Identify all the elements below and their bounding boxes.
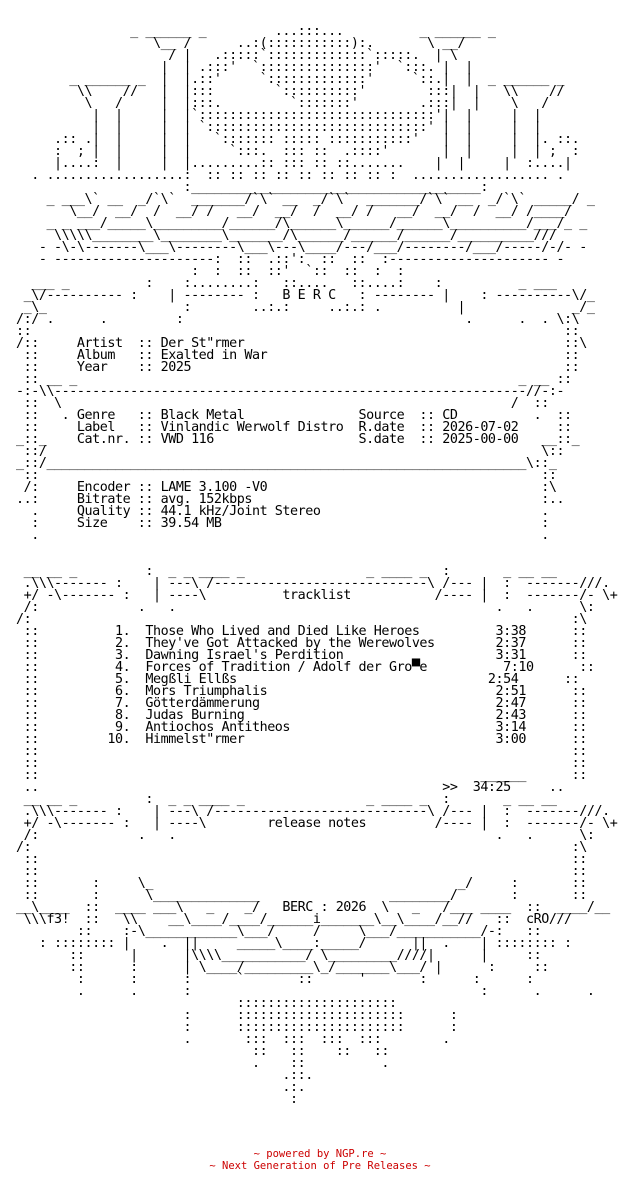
nfo-line: -:-\\--------------------------------------------------------------//-:- xyxy=(16,384,565,399)
nfo-line: /:/ . . : . . . \:\ xyxy=(16,312,580,327)
nfo-line: :______________________________________: xyxy=(16,180,488,195)
nfo-line: . Quality :: 44.1 kHz/Joint Stereo . xyxy=(16,504,549,519)
nfo-line: /:: Artist :: Der St"rmer ::\ xyxy=(16,336,587,351)
nfo-line: - -\-\-------\___\--------\___\---\____/---/___/--------/___/-----/-/- - xyxy=(16,240,587,255)
nfo-line: \ / | |:::. `:::::::' .:::| | \ / xyxy=(16,96,549,111)
nfo-line: : : : ` :: ' : : : xyxy=(16,972,534,987)
nfo-line: :: :: xyxy=(16,324,580,339)
ngp-tagline: ~ Next Generation of Pre Releases ~ xyxy=(209,1160,431,1172)
nfo-line: .\\\------- : | ---\ /----------------------------\ /--- | : -------///. xyxy=(16,804,610,819)
nfo-line: :: 5. Megßli Ellßs 2:54 :: xyxy=(16,672,580,687)
nfo-line: _\_ : ..:.: ..:.: . | _/_ xyxy=(16,300,595,315)
nfo-line: ..: Bitrate :: avg. 152kbps :.. xyxy=(16,492,565,507)
nfo-line: : :::::::::::::::::::::: : xyxy=(16,1008,458,1023)
nfo-line: . :: . xyxy=(16,1056,389,1071)
nfo-line xyxy=(16,542,617,554)
nfo-line: ___ _ : :........: ::.... ::....: : _ ___ xyxy=(16,276,557,291)
nfo-line: / | .:::::`:::::::::::::`:::::. | \ xyxy=(16,48,458,63)
nfo-line: :: 8. Judas Burning 2:43 :: xyxy=(16,708,587,723)
nfo-line: :: :: xyxy=(16,744,587,759)
nfo-line: :: ______ :: xyxy=(16,768,587,783)
nfo-line: : Size :: 39.54 MB : xyxy=(16,516,549,531)
nfo-line: : :::::::: | . || _____\____:_____/ || . | :::::::: : xyxy=(16,936,572,951)
nfo-line: ::/ \:: xyxy=(16,444,565,459)
nfo-line: __\____ :: ____ ___\ _ _/ BERC : 2026 \ _ /___ ____ :: ____/__ xyxy=(16,900,610,915)
nfo-line: :: 6. Mors Triumphalis 2:51 :: xyxy=(16,684,587,699)
nfo-line: :: \ / :: xyxy=(16,396,549,411)
nfo-line: :: : \______________ ________/ : :: xyxy=(16,888,587,903)
nfo-line: :: . Genre :: Black Metal Source :: CD . :: xyxy=(16,408,572,423)
nfo-line: _::/_______________________________________________________________\::_ xyxy=(16,456,557,471)
nfo-line: _\/---------- : | -------- : B E R C : -------- | : ----------\/_ xyxy=(16,288,595,303)
nfo-line: | | | | `:::::::::::::::::::::::::::::' | | | | xyxy=(16,120,542,135)
nfo-line: :: :-\____________\___/ / \___/___________/-: :: xyxy=(16,924,542,939)
nfo-line: \\\\\________\________\_______/\______/______/______/__________/// xyxy=(16,228,557,243)
nfo-ascii-art xyxy=(16,26,617,1106)
nfo-line: _ ______ _ ...:::... _ ______ _ xyxy=(16,24,496,39)
nfo-line: :: 9. Antiochos Antitheos 3:14 :: xyxy=(16,720,587,735)
nfo-line: .\\\------- : | ---\ /----------------------------\ /--- | : -------///. xyxy=(16,576,610,591)
nfo-line: :: :: :: :: xyxy=(16,1044,389,1059)
nfo-line: .:: .| | | | `::::::: ::::: :::::::::::' | | | |. ::. xyxy=(16,132,580,147)
nfo-line: . ..................: :: :: :: :: :: :: :: :: : .................. . xyxy=(16,168,565,183)
nfo-line: \__/ __/ / __/ / __/ __/ / __/ / __/ __/ / __/ /____/ xyxy=(16,204,572,219)
nfo-line: /: :\ xyxy=(16,840,587,855)
nfo-line: . . : : . . xyxy=(16,984,595,999)
footer xyxy=(0,1148,640,1172)
nfo-line: _::_ Cat.nr. :: VWD 116 S.date :: 2025-00-00 __::_ xyxy=(16,432,580,447)
nfo-line: __ __ _ : _ _ ____ _ _ ____ _ : _ __ __ xyxy=(16,564,557,579)
nfo-line: /: . . . . \: xyxy=(16,600,595,615)
nfo-line: \\\f3! :: \\ __\____/____/______i_______\__\____/__// :: cRO/// xyxy=(16,912,572,927)
nfo-line: :: | |\\\\___________/ \_________////| | :: xyxy=(16,948,542,963)
nfo-line: :: 3. Dawning Israel's Perdition 3:31 :: xyxy=(16,648,587,663)
nfo-line: : xyxy=(16,1092,298,1107)
nfo-line: :: :: xyxy=(16,852,587,867)
nfo-line: :: Label :: Vinlandic Werwolf Distro R.date :: 2026-07-02 :: xyxy=(16,420,572,435)
nfo-line: \__ / ..:(:::::::::::):. \ __/ xyxy=(16,36,466,51)
nfo-line: :: 10. Himmelst"rmer 3:00 :: xyxy=(16,732,587,747)
nfo-line: :: :: xyxy=(16,864,587,879)
nfo-line: :: Year :: 2025 :: xyxy=(16,360,580,375)
nfo-line: :: 7. Götterdämmerung 2:47 :: xyxy=(16,696,587,711)
nfo-line: : :::::::::::::::::::::: : xyxy=(16,1020,458,1035)
nfo-line: - ---------------------: :: .::': :: :: :--------------------- - xyxy=(16,252,565,267)
nfo-line: /: . . . . \: xyxy=(16,828,595,843)
nfo-line: _ ___\` __ _/`\` _______/`\` __ _/`\` _______/`\` __ _/`\` _____/ _ xyxy=(16,192,595,207)
nfo-line: . . xyxy=(16,528,549,543)
nfo-line: : : :: ::' `:: :: : : xyxy=(16,264,405,279)
nfo-line: :: Album :: Exalted in War :: xyxy=(16,348,580,363)
nfo-line: :: :: xyxy=(16,468,557,483)
nfo-line: .. >> 34:25 .. xyxy=(16,780,565,795)
nfo-line: \\ // | |::: `::::::::::' :::| | \\ // xyxy=(16,84,565,99)
nfo-line: /: Encoder :: LAME 3.100 -V0 :\ xyxy=(16,480,557,495)
nfo-line: | | .:::' `:::::::::::::::' `:::. | | xyxy=(16,60,473,75)
nfo-line: .::. xyxy=(16,1068,313,1083)
nfo-line: /: :\ xyxy=(16,612,587,627)
nfo-line: :: __ _ _ __ :: xyxy=(16,372,572,387)
nfo-line: _ ______ _ | |.::' `:::::::::::::' `::.| | _ ______ _ xyxy=(16,72,565,87)
nfo-line: :: : | \____/_________\_/_______\___/ | : :: xyxy=(16,960,549,975)
nfo-line: :: :: xyxy=(16,756,587,771)
nfo-line: +/ -\------- : | ----\ tracklist /---- | : -------/- \+ xyxy=(16,588,618,603)
nfo-line: _ _ ___/_____\_________/______/\______\______/______\__________/___/_ _ xyxy=(16,216,587,231)
nfo-line: __ __ _ : _ _ ____ _ _ ____ _ : _ __ __ xyxy=(16,792,557,807)
nfo-line: :: 4. Forces of Tradition / Adolf der Gro▀e 7:10 :: xyxy=(16,660,595,675)
powered-by-line: ~ powered by NGP.re ~ xyxy=(253,1148,387,1160)
nfo-line: | | | |`:::::::::::::::::::::::::::::::'| | | | xyxy=(16,108,542,123)
nfo-line: : ; | | | | `:::. ::: :: .::::' | | | | ; : xyxy=(16,144,580,159)
nfo-line: . ::: ::: ::: ::: . xyxy=(16,1032,450,1047)
nfo-line: :: 1. Those Who Lived and Died Like Heroes 3:38 :: xyxy=(16,624,587,639)
nfo-line: +/ -\------- : | ----\ release notes /---- | : -------/- \+ xyxy=(16,816,618,831)
nfo-line: :: : \_ _/ : :: xyxy=(16,876,587,891)
nfo-line: ::::::::::::::::::::: xyxy=(16,996,397,1011)
nfo-line: :: 2. They've Got Attacked by the Werewolves 2:37 :: xyxy=(16,636,587,651)
nfo-line: .:. xyxy=(16,1080,306,1095)
nfo-line: |....: | | |.........:: ::: :: ::....... | | | :....| xyxy=(16,156,572,171)
